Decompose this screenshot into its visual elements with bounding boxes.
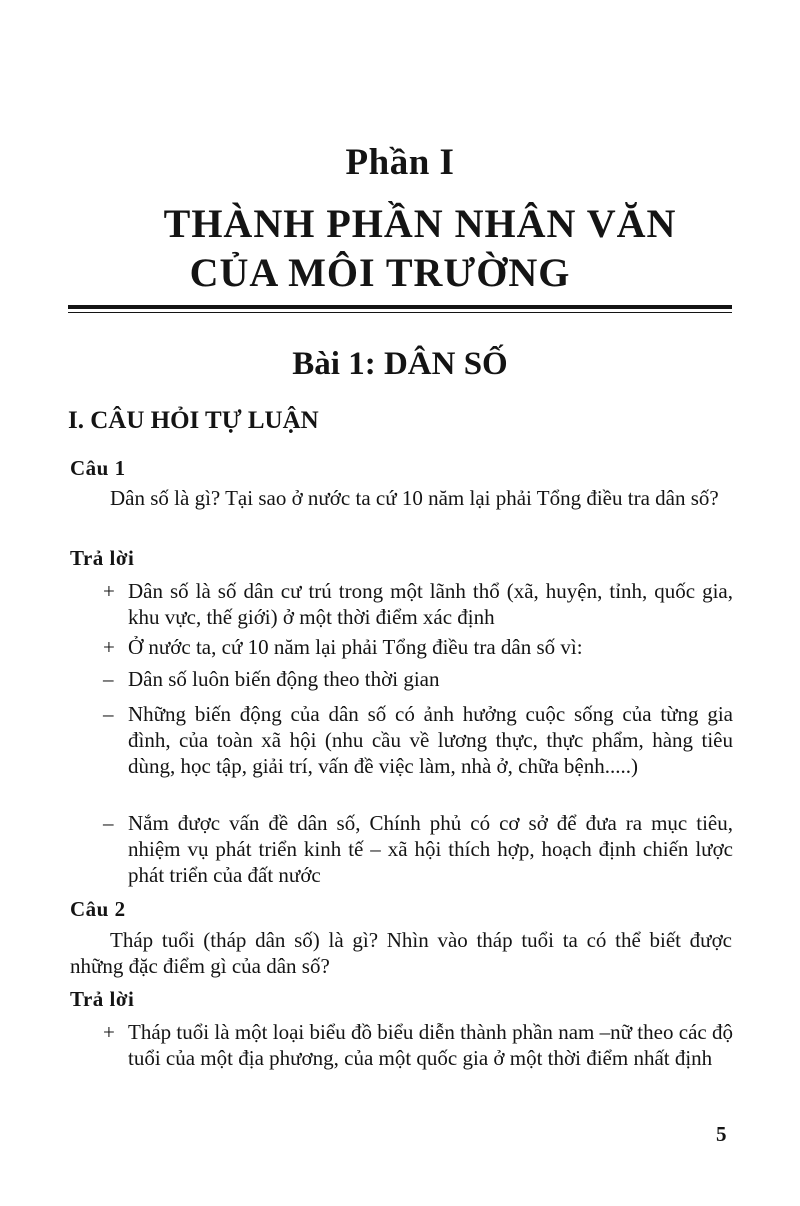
- list-item-text: Tháp tuổi là một loại biểu đồ biểu diễn thành phần nam –nữ theo các độ tuổi của một địa phương, của một quốc gia ở một thời điểm nhất định: [128, 1020, 733, 1070]
- list-marker: +: [103, 1020, 115, 1044]
- answer-2-label: Trả lời: [70, 987, 135, 1011]
- list-item-text: Nắm được vấn đề dân số, Chính phủ có cơ sở để đưa ra mục tiêu, nhiệm vụ phát triển kinh tế – xã hội thích hợp, hoạch định chiến lược phát triển của đất nước: [128, 811, 733, 887]
- part-title: Phần I: [345, 142, 455, 183]
- divider-thin: [68, 312, 732, 313]
- answer-1-item-5: [103, 810, 733, 888]
- list-marker: –: [103, 811, 114, 835]
- list-item-text: Ở nước ta, cứ 10 năm lại phải Tổng điều tra dân số vì:: [128, 635, 583, 659]
- question-2-text: Tháp tuổi (tháp dân số) là gì? Nhìn vào tháp tuổi ta có thể biết được những đặc điểm gì của dân số?: [70, 928, 732, 978]
- answer-2-item-1: [103, 1019, 733, 1071]
- list-marker: +: [103, 635, 115, 659]
- question-1-label: Câu 1: [70, 456, 126, 480]
- list-marker: +: [103, 579, 115, 603]
- main-title-line-2: CỦA MÔI TRƯỜNG: [189, 250, 571, 295]
- list-item-text: Những biến động của dân số có ảnh hưởng cuộc sống của từng gia đình, của toàn xã hội (nhu cầu về lương thực, thực phẩm, hàng tiêu dùng, học tập, giải trí, vấn đề việc làm, nhà ở, chữa bệnh.....): [128, 702, 733, 778]
- list-marker: –: [103, 702, 114, 726]
- list-item-text: Dân số là số dân cư trú trong một lãnh thổ (xã, huyện, tỉnh, quốc gia, khu vực, thế giới) ở một thời điểm xác định: [128, 579, 733, 629]
- lesson-title: Bài 1: DÂN SỐ: [292, 346, 508, 382]
- answer-1-label: Trả lời: [70, 546, 135, 570]
- answer-1-item-3: [103, 666, 733, 692]
- question-2-label: Câu 2: [70, 897, 126, 921]
- answer-1-item-4: [103, 701, 733, 779]
- page-number: 5: [716, 1122, 727, 1146]
- list-marker: –: [103, 667, 114, 691]
- section-title: I. CÂU HỎI TỰ LUẬN: [68, 407, 319, 434]
- question-1-text: Dân số là gì? Tại sao ở nước ta cứ 10 năm lại phải Tổng điều tra dân số?: [110, 486, 719, 510]
- answer-1-item-1: [103, 578, 733, 630]
- list-item-text: Dân số luôn biến động theo thời gian: [128, 667, 440, 691]
- divider-thick: [68, 305, 732, 309]
- answer-1-item-2: [103, 634, 733, 660]
- main-title-line-1: THÀNH PHẦN NHÂN VĂN: [163, 201, 677, 246]
